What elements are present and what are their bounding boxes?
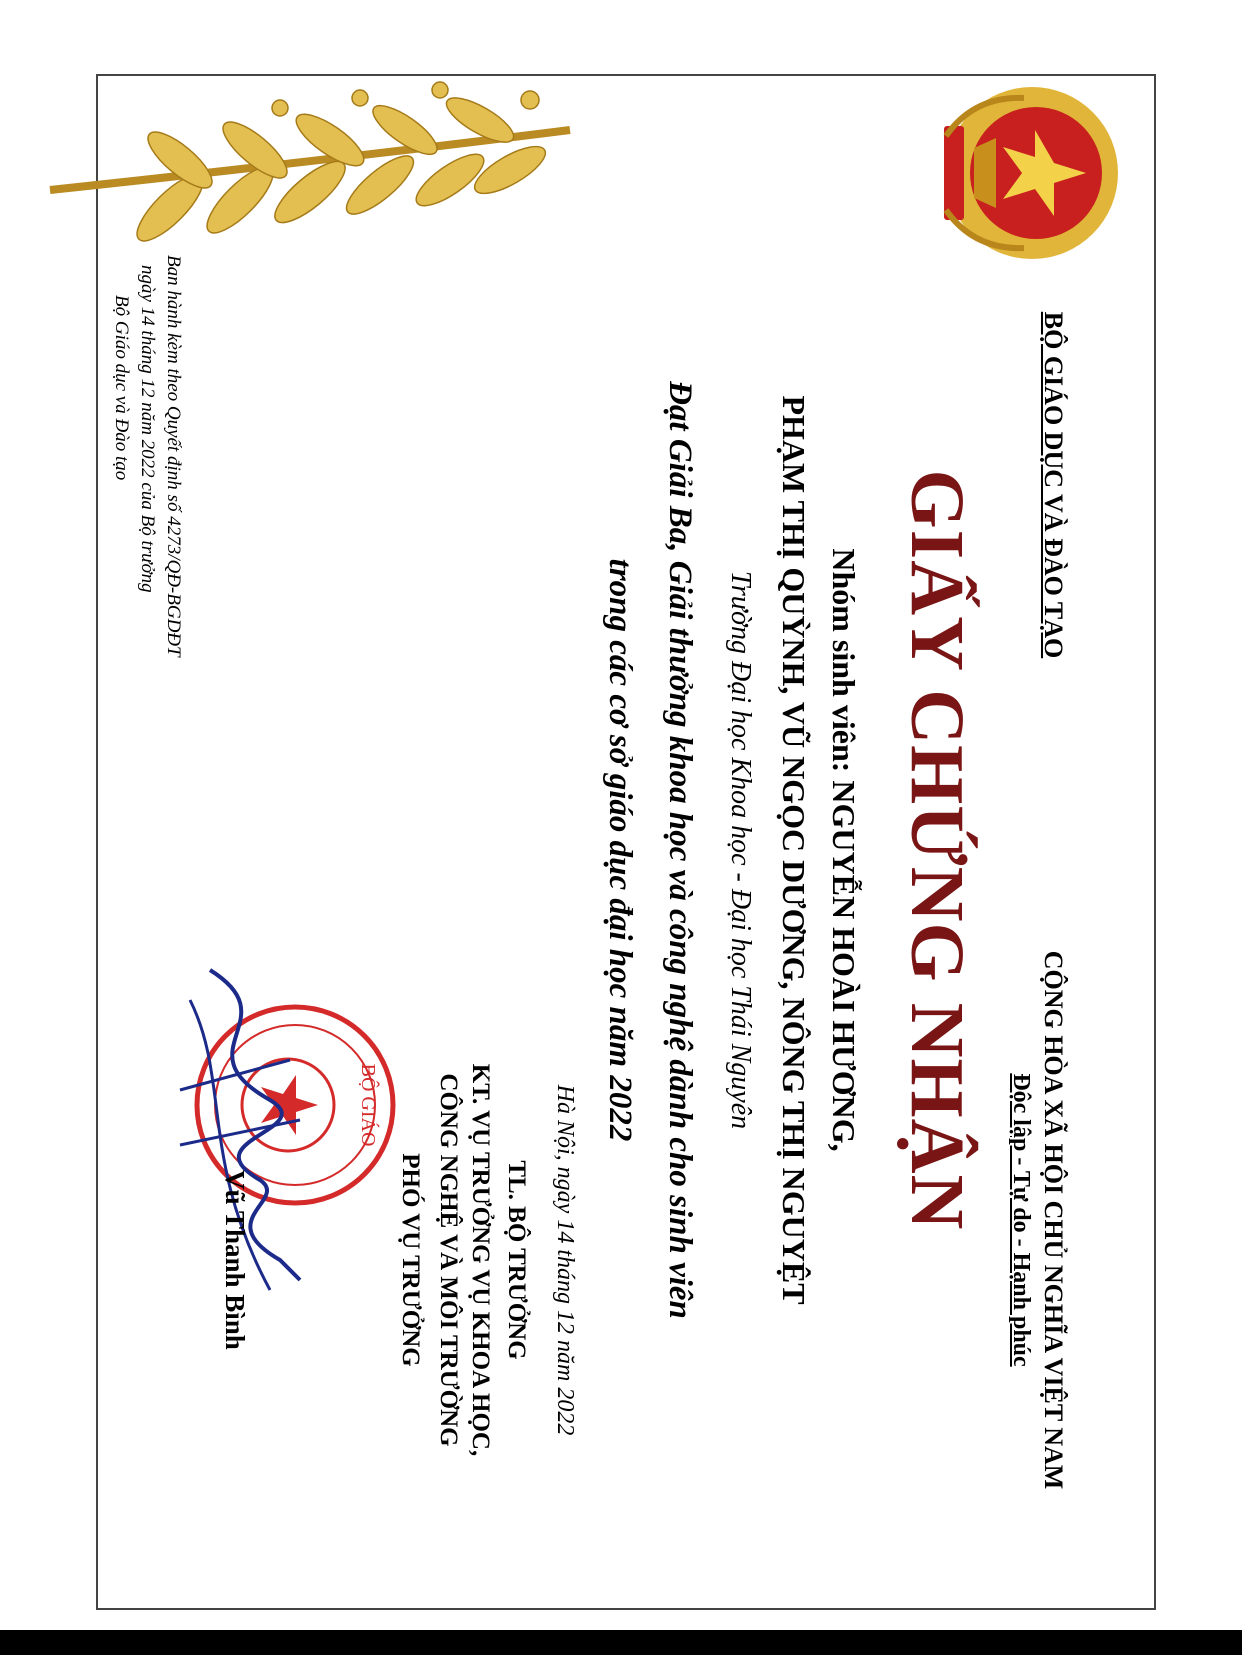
award-line1: Đạt Giải Ba, Giải thưởng khoa học và công nghệ dành cho sinh viên	[662, 381, 698, 1319]
country-name: CỘNG HÒA XÃ HỘI CHỦ NGHĨA VIỆT NAM	[1039, 950, 1068, 1490]
signing-date: Hà Nội, ngày 14 tháng 12 năm 2022	[552, 1084, 578, 1436]
footnote-line2: ngày 14 tháng 12 năm 2022 của Bộ trưởng	[137, 265, 158, 593]
signing-position: PHÓ VỤ TRƯỞNG	[397, 1153, 424, 1367]
national-emblem-icon	[934, 78, 1124, 268]
recipients-line2: PHẠM THỊ QUỲNH, VŨ NGỌC DƯƠNG, NÔNG THỊ NGUYỆT	[776, 395, 812, 1305]
school-name: Trường Đại học Khoa học - Đại học Thái Nguyên	[725, 570, 756, 1130]
signing-on-behalf: TL. BỘ TRƯỞNG	[503, 1160, 530, 1360]
footnote-line3: Bộ Giáo dục và Đào tạo	[111, 295, 132, 481]
award-line2: trong các cơ sở giáo dục đại học năm 2022	[602, 558, 638, 1142]
certificate	[70, 70, 1130, 1630]
seal-text: BỘ GIÁO	[357, 1063, 379, 1147]
laurel-branch-icon	[30, 0, 590, 280]
ministry-name: BỘ GIÁO DỤC VÀ ĐÀO TẠO	[1039, 311, 1068, 659]
recipients-line1: Nhóm sinh viên: NGUYỄN HOÀI HƯƠNG,	[826, 548, 862, 1152]
signing-department-line1: KT. VỤ TRƯỞNG VỤ KHOA HỌC,	[467, 1063, 494, 1457]
certificate-title: GIẤY CHỨNG NHẬN	[895, 469, 979, 1231]
signing-department-line2: CÔNG NGHỆ VÀ MÔI TRƯỜNG	[435, 1073, 462, 1447]
footnote-line1: Ban hành kèm theo Quyết định số 4273/QĐ-BGDĐT	[163, 255, 184, 657]
bottom-bar	[0, 1630, 1242, 1655]
signer-name: Vũ Thanh Bình	[220, 1170, 250, 1350]
national-motto: Độc lập - Tự do - Hạnh phúc	[1008, 1073, 1034, 1367]
